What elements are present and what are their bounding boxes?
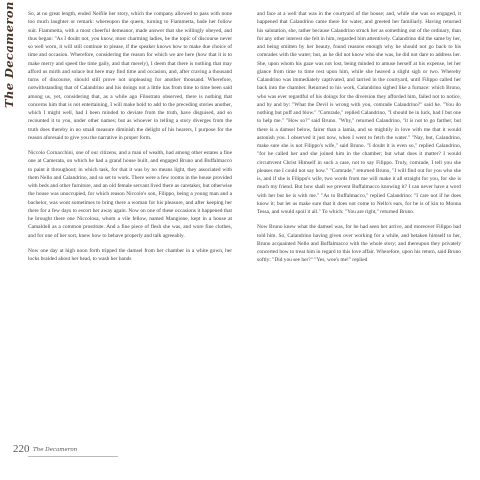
footer-running-title: The Decameron xyxy=(33,447,78,453)
paragraph: and face at a well that was in the courtyard of the house; and, while she was so engaged, it happened that Calandrino came there for water, and greeted her familiarly. Having returned his salutation, she, rather because Calandrino struck her as something out of the ordinary, than for any other interest she felt in him, regarded him attentively. Calandrino did the same by her, and being smitten by her beauty, found reasons enough why he should not go back to his comrades with the water; but, as he did not know who she was, he did not dare to address her. She, upon whom his gaze was not lost, being minded to amuse herself at his expense, let her glance from time to time rest upon him, while she heaved a slight sigh or two. Whereby Calandrino was immediately captivated, and tarried in the courtyard, until Filippo called her back into the chamber. Returned to his work, Calandrino sighed like a furnace: which Bruno, who was ever regardful of his doings for the diversion they afforded him, failed not to notice, and by and by: "What the Devil is wrong with you, comrade Calandrino?" said he. "You do nothing but puff and blow." "Comrade," replied Calandrino, "I should be in luck, had I but one to help me." "How so?" said Bruno. "Why," returned Calandrino, "it is not to go farther, but there is a damsel below, fairer than a lamia, and so mightily in love with me that it would astonish you. I observed it just now, when I went to fetch the water." "Nay, but, Calandrino, make sure she is not Filippo's wife," said Bruno. "I doubt it is even so," replied Calandrino, "for he called her and she joined him in the chamber; but what does it matter? I would circumvent Christ Himself in such a case, not to say Filippo. Truly, comrade, I tell you she pleases me I could not say how." "Comrade," returned Bruno, "I will find out for you who she is, and if she is Filippo's wife, two words from me will make it all straight for you, for she is much my friend. But how shall we prevent Buffalmacco knowing it? I can never have a word with her but he is with me." "As to Buffalmacco," replied Calandrino: "I care not if he does know it; but let us make sure that it does not come to Nello's ears, for he is of kin to Monna Tessa, and would spoil it all." To which: "You are right," returned Bruno. xyxy=(257,11,461,215)
right-column xyxy=(257,10,461,272)
paragraph: Now Bruno knew what the damsel was, for he had seen her arrive, and moreover Filippo had told him. So, Calandrino having given over working for a while, and betaken himself to her, Bruno acquainted Nello and Buffalmacco with the whole story; and thereupon they privately concerted how to treat him in regard to this love affair. Wherefore, upon his return, said Bruno softly: "Did you see her?" "Yes, woe's me!" replied xyxy=(257,224,461,264)
paragraph: Now one day at high noon forth tripped the damsel from her chamber in a white gown, her locks braided about her head, to wash her hands xyxy=(28,247,232,262)
left-column xyxy=(28,10,232,270)
footer-rule xyxy=(28,456,118,457)
page-number: 220 xyxy=(13,443,30,455)
paragraph: Niccolo Cornacchini, one of our citizens, and a man of wealth, had among other estates a fine one at Camerata, on which he had a grand house built, and engaged Bruno and Buffalmacco to paint it throughout; in which task, for that it was by no means light, they associated with them Nello and Calandrino, and so set to work. There were a few rooms in the house provided with beds and other furniture, and an old female servant lived there as caretaker, but otherwise the house was unoccupied, for which reason Niccolo's son, Filippo, being a young man and a bachelor, was wont sometimes to bring there a woman for his pleasure, and after keeping her there for a few days to escort her away again. Now on one of these occasions it happened that he brought there one Niccolosa, whom a vile fellow, named Mangione, kept in a house at Camaldoli as a common prostitute. And a fine piece of flesh she was, and wore fine clothes, and for one of her sort, knew how to behave properly and talk agreeably. xyxy=(28,150,232,239)
running-title-vertical: The Decameron xyxy=(2,1,16,108)
paragraph: So, at no great length, ended Neifile her story, which the company allowed to pass with none too much laughter or remark: whereupon the queen, turning to Fiammetta, bade her follow suit. Fiammetta, with a most cheerful demeanor, made answer that she willingly obeyed, and thus began: "As I doubt not, you know, most charming ladies, be the topic of discourse never so well worn, it will still continue to please, if the speaker knows how to make due choice of time and occasion. Wherefore, considering the reason for which we are here (how that it is to make merry and speed the time gaily, and that merely), I deem that there is nothing that may afford us mirth and solace but here may find time and occasion, and, after craving a thousand turns of discourse, should still prove not unpleasing for another thousand. Wherefore, notwithstanding that of Calandrino and his doings not a little has from time to time been said among us, yet, considering that, as a while ago Filostrato observed, there is nothing that concerns him that is not entertaining, I will make bold to add to the preceding stories another, which I might well, had I been minded to deviate from the truth, have disguised, and so recounted it to you, under other names; but as whoever in telling a story diverges from the truth does thereby in no small measure diminish the delight of his hearers, I purpose for the reason aforesaid to give you the narrative in proper form. xyxy=(28,11,232,141)
